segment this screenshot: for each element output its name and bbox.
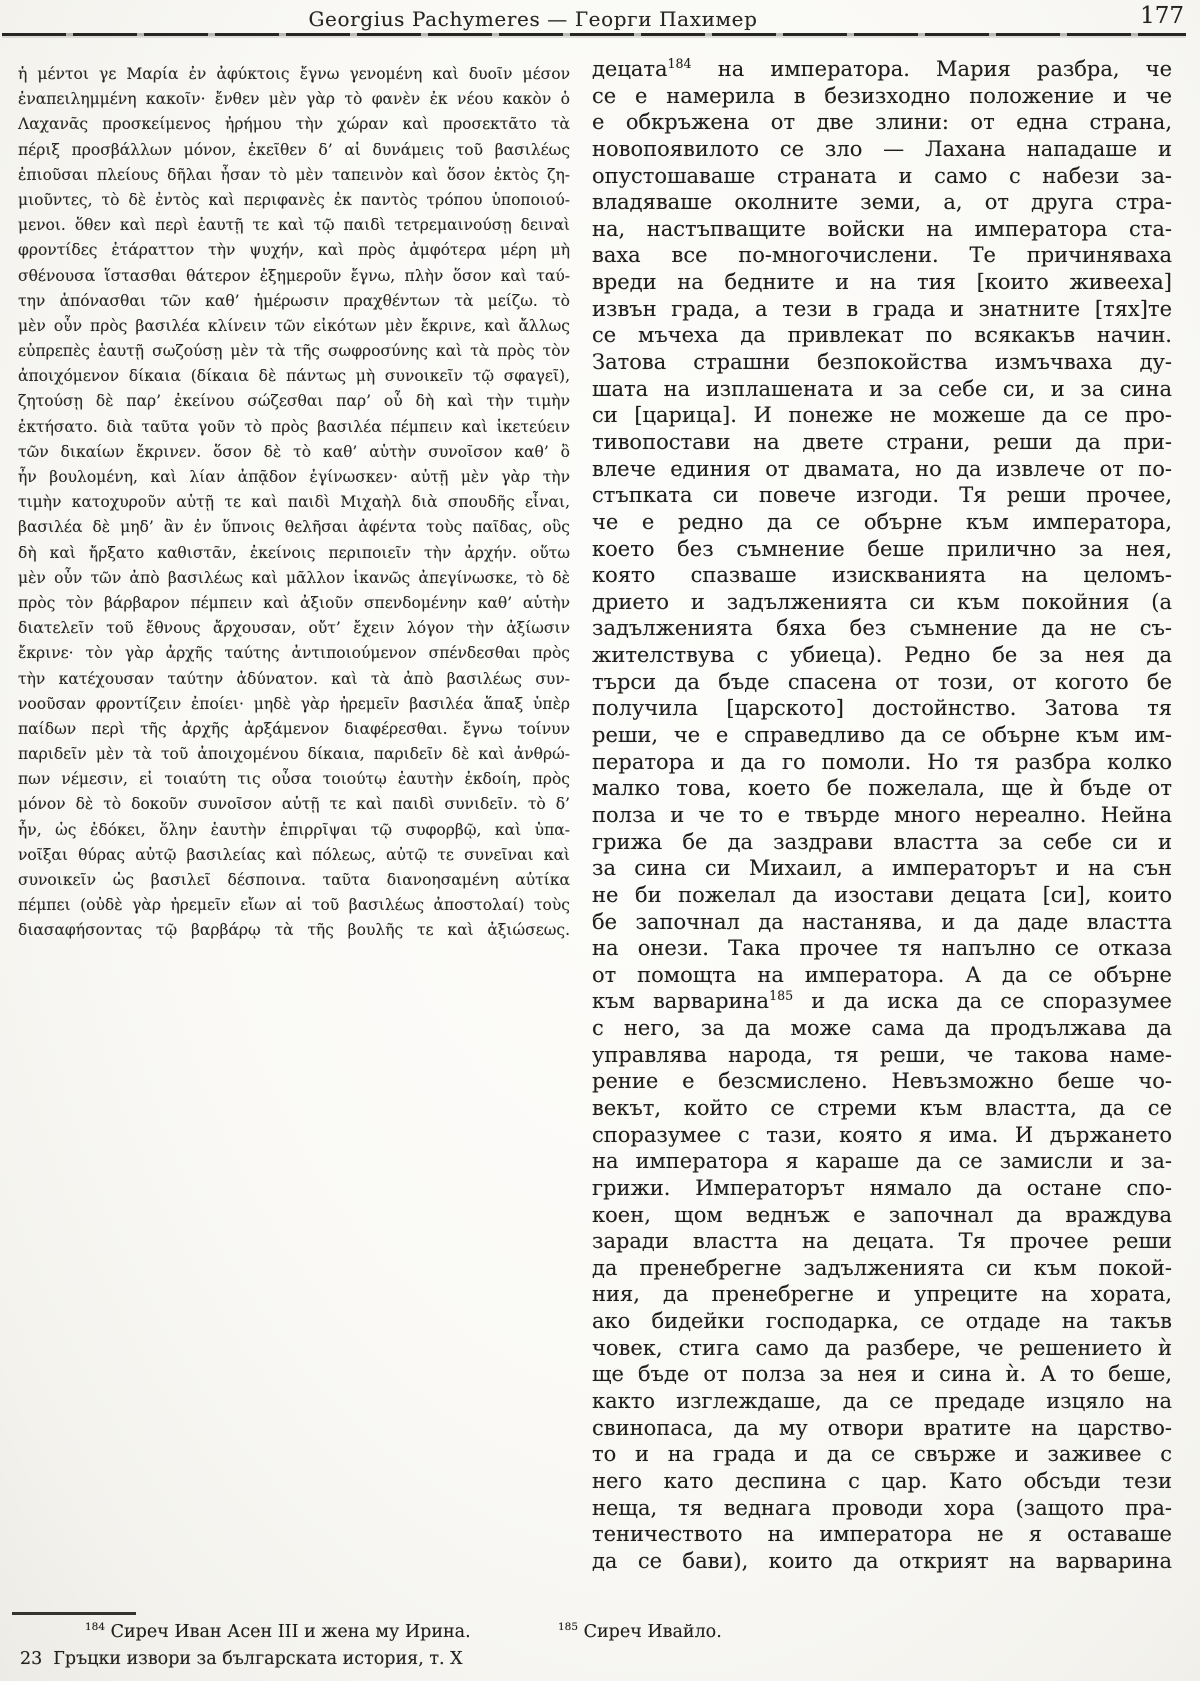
bulgarian-text-line bbox=[592, 1068, 1172, 1095]
greek-text-line bbox=[18, 415, 570, 440]
text-segment: задълженията бяха без съмнение да не съ- bbox=[592, 616, 1172, 641]
bulgarian-text-line bbox=[592, 642, 1172, 669]
text-segment: него като деспина с цар. Като обсъди тези bbox=[592, 1468, 1172, 1493]
printer-signature-number: 23 bbox=[20, 1649, 43, 1669]
footnote-marker: 185 bbox=[558, 1621, 579, 1634]
text-segment: μὲν οὖν τῶν ἀπὸ βασιλέως καὶ μᾶλλον ἱκανῶς ἀπεγίνωσκε, τὸ δὲ bbox=[18, 568, 570, 587]
text-segment: ἐκτήσατο. διὰ ταῦτα γοῦν τὸ πρὸς βασιλέα πέμπειν καὶ ἱκετεύειν bbox=[18, 417, 570, 436]
greek-text-line bbox=[18, 238, 570, 263]
greek-text-line bbox=[18, 339, 570, 364]
bulgarian-text-line bbox=[592, 1095, 1172, 1122]
text-segment: децата bbox=[592, 57, 668, 81]
text-segment: ἐπιοῦσαι πλείους δῆλαι ἦσαν τὸ μὲν ταπεινὸν καὶ ὅσον ἐκτὸς ζη- bbox=[18, 165, 570, 184]
greek-text-line bbox=[18, 767, 570, 792]
text-segment: παριδεῖν μὲν τὰ τοῦ ἀποιχομένου δίκαια, παριδεῖν δὲ καὶ ἀνθρώ- bbox=[18, 745, 570, 764]
greek-text-line bbox=[18, 515, 570, 540]
text-segment: βασιλέα δὲ μηδ’ ἂν ἐν ὕπνοις θελῆσαι ἀφέντα τοὺς παῖδας, οὓς bbox=[18, 518, 570, 537]
text-segment: σθένουσα ἵστασθαι θάτερον ἐξημεροῦν ἔγνω, πλὴν ὅσον καὶ ταύ- bbox=[18, 266, 570, 285]
bulgarian-text-line bbox=[592, 615, 1172, 642]
text-segment: ще бъде от полза за нея и сина ѝ. А то беше, bbox=[592, 1362, 1172, 1387]
bulgarian-text-line bbox=[592, 988, 1172, 1015]
text-segment: грижи. Императорът нямало да остане спо- bbox=[592, 1175, 1172, 1200]
text-segment: τὴν κατέχουσαν ταύτην ἀδύνατον. καὶ τὰ ἀπὸ βασιλέως συν- bbox=[18, 669, 570, 688]
bulgarian-text-line bbox=[592, 402, 1172, 429]
greek-text-line bbox=[18, 490, 570, 515]
text-segment: μὲν οὖν πρὸς βασιλέα κλίνειν τῶν εἰκότων μὲν ἔκρινε, καὶ ἄλλως bbox=[18, 316, 570, 335]
greek-text-column bbox=[18, 62, 570, 944]
bulgarian-text-line bbox=[592, 695, 1172, 722]
greek-text-line bbox=[18, 188, 570, 213]
bulgarian-text-line bbox=[592, 1175, 1172, 1202]
text-segment: на онези. Така прочее тя напълно се отказа bbox=[592, 936, 1172, 961]
bulgarian-text-line bbox=[592, 1521, 1172, 1548]
text-segment: ния, да пренебрегне и упреците на хората, bbox=[592, 1282, 1172, 1307]
text-segment: μιοῦντες, τὸ δὲ ἐντὸς καὶ περιφανὲς ἐκ παντὸς τρόπου ὑποποιού- bbox=[18, 190, 570, 209]
text-segment: дрието и задълженията си към покойния (а bbox=[592, 589, 1172, 614]
text-segment: ператора и да го помоли. Но тя разбра колко bbox=[592, 749, 1172, 774]
greek-text-line bbox=[18, 112, 570, 137]
text-segment: νοῖξαι θύρας αὐτῷ βασιλείας καὶ πόλεως, αὐτῷ τε συνεῖναι καὶ bbox=[18, 845, 570, 864]
text-segment: векът, който се стреми към властта, да се bbox=[592, 1095, 1172, 1120]
greek-text-line bbox=[18, 314, 570, 339]
text-segment: διατελεῖν τοῦ ἔθνους ἄρχουσαν, οὔτ’ ἔχειν λόγον τὴν ἀξίωσιν bbox=[18, 619, 570, 638]
bulgarian-text-line bbox=[592, 775, 1172, 802]
text-segment: коен, щом веднъж е започнал да враждува bbox=[592, 1202, 1172, 1227]
text-segment: получила [царското] достойнство. Затова тя bbox=[592, 696, 1172, 721]
text-segment: δὴ καὶ ἤρξατο καθιστᾶν, ἐκείνοις περιποιεῖν τὴν ἀρχήν. οὕτω bbox=[18, 543, 570, 562]
greek-text-line bbox=[18, 138, 570, 163]
greek-text-line bbox=[18, 918, 570, 943]
page-number: 177 bbox=[1140, 3, 1184, 29]
text-segment: си [царица]. И понеже не можеше да се про- bbox=[592, 403, 1172, 428]
bulgarian-text-line bbox=[592, 1388, 1172, 1415]
footnote-marker: 184 bbox=[85, 1621, 106, 1634]
text-segment: παίδων περὶ τῆς ἀρχῆς ἀρξάμενον διαφέρεσθαι. ἔγνω τοίνυν bbox=[18, 719, 570, 738]
greek-text-line bbox=[18, 62, 570, 87]
greek-text-line bbox=[18, 818, 570, 843]
bulgarian-text-line bbox=[592, 1468, 1172, 1495]
text-segment: влече единия от двамата, но да извлече от по- bbox=[592, 456, 1172, 481]
bulgarian-text-line bbox=[592, 216, 1172, 243]
greek-text-line bbox=[18, 717, 570, 742]
footnote-reference: 185 bbox=[769, 988, 794, 1004]
text-segment: да се бави), които да открият на варварина bbox=[592, 1548, 1172, 1573]
text-segment: την ἀπόνασθαι τῶν καθ’ ἡμέρωσιν πραχθέντων τὰ μείζω. τὸ bbox=[18, 291, 570, 310]
text-segment: заради властта на децата. Тя прочее реши bbox=[592, 1229, 1172, 1254]
bulgarian-text-line bbox=[592, 722, 1172, 749]
text-segment: реши, че е справедливо да се обърне към им- bbox=[592, 723, 1172, 748]
text-segment: управлява народа, тя реши, че такова наме- bbox=[592, 1042, 1172, 1067]
text-segment: търси да бъде спасена от този, от когото бе bbox=[592, 669, 1172, 694]
text-segment: за сина си Михаил, а императорът и на сън bbox=[592, 856, 1172, 881]
text-segment: на императора. Мария разбра, че bbox=[691, 57, 1172, 81]
text-segment: ἀποιχόμενον δίκαια (δίκαια δὲ πάντως μὴ συνοικεῖν τῷ σφαγεῖ), bbox=[18, 367, 570, 386]
text-segment: ἦν βουλομένη, καὶ λίαν ἀπᾷδον ἐγίνωσκεν· αὐτῇ μὲν γὰρ τὴν bbox=[18, 468, 570, 486]
text-segment: което без съмнение беше прилично за нея, bbox=[592, 536, 1172, 561]
greek-text-line bbox=[18, 364, 570, 389]
running-title: Georgius Pachymeres — Георги Пахимер bbox=[308, 7, 758, 31]
text-segment: която спазваше изискванията на целомъ- bbox=[592, 563, 1172, 588]
text-segment: ζητούσῃ δὲ παρ’ ἐκείνου σώζεσθαι παρ’ οὗ δὴ καὶ τὴν τιμὴν bbox=[18, 392, 570, 411]
text-segment: да пренебрегне задълженията си към покой- bbox=[592, 1255, 1172, 1280]
greek-text-line bbox=[18, 264, 570, 289]
page-footer bbox=[20, 1649, 463, 1669]
text-segment: διασαφήσοντας τῷ βαρβάρῳ τὰ τῆς βουλῆς τε καὶ ἀξιώσεως. bbox=[18, 921, 570, 940]
text-segment: ἦν, ὡς ἐδόκει, ὅλην ἑαυτὴν ἐπιρρῖψαι τῷ συφορβῷ, καὶ ὑπα- bbox=[18, 820, 570, 839]
text-segment: жителствува с убиеца). Редно бе за нея да bbox=[592, 643, 1172, 668]
footnote bbox=[85, 1622, 471, 1642]
greek-text-line bbox=[18, 465, 570, 490]
text-segment: ἡ μέντοι γε Μαρία ἐν ἀφύκτοις ἔγνω γενομένη καὶ δυοῖν μέσον bbox=[18, 65, 570, 83]
bulgarian-text-line bbox=[592, 349, 1172, 376]
text-segment: с него, за да може сама да продължава да bbox=[592, 1016, 1172, 1041]
bulgarian-text-line bbox=[592, 1495, 1172, 1522]
bulgarian-text-line bbox=[592, 456, 1172, 483]
greek-text-line bbox=[18, 289, 570, 314]
bulgarian-text-line bbox=[592, 163, 1172, 190]
text-segment: вреди на бедните и на тия [които живееха] bbox=[592, 270, 1172, 295]
text-segment: тивопостави на двете страни, реши да при- bbox=[592, 429, 1172, 454]
text-segment: на, настъпващите войски на императора ста- bbox=[592, 216, 1172, 241]
text-segment: μόνον δὲ τὸ δοκοῦν συνοῖσον αὐτῇ τε καὶ παιδὶ συνιδεῖν. τὸ δ’ bbox=[18, 795, 570, 814]
greek-text-line bbox=[18, 591, 570, 616]
text-segment: πέριξ προσβάλλων μόνον, ἐκεῖθεν δ’ αἱ δυνάμεις τοῦ βασιλέως bbox=[18, 140, 570, 159]
bulgarian-text-line bbox=[592, 296, 1172, 323]
series-title: Гръцки извори за българската история, т. X bbox=[53, 1649, 463, 1669]
bulgarian-text-line bbox=[592, 83, 1172, 110]
text-segment: свинопаса, да му отвори вратите на царство- bbox=[592, 1415, 1172, 1440]
text-segment: стъпката си повече изгоди. Тя реши прочее, bbox=[592, 483, 1172, 508]
greek-text-line bbox=[18, 893, 570, 918]
text-segment: ἐναπειλημμένη κακοῖν· ἔνθεν μὲν γὰρ τὸ φανὲν ἐκ νέου κακὸν ὁ bbox=[18, 90, 570, 109]
text-segment: извън града, а тези в града и знатните [тях]те bbox=[592, 296, 1172, 321]
greek-text-line bbox=[18, 692, 570, 717]
bulgarian-text-line bbox=[592, 376, 1172, 403]
bulgarian-text-line bbox=[592, 482, 1172, 509]
bulgarian-text-line bbox=[592, 509, 1172, 536]
bulgarian-text-line bbox=[592, 269, 1172, 296]
bulgarian-text-line bbox=[592, 1548, 1172, 1575]
bulgarian-translation-column bbox=[592, 56, 1172, 1575]
bulgarian-text-line bbox=[592, 749, 1172, 776]
text-segment: νοοῦσαν φροντίζειν ἐποίει· μηδὲ γὰρ ἠρεμεῖν βασιλέα ἅπαξ ὑπὲρ bbox=[18, 694, 570, 713]
text-segment: шата на изплашената и за себе си, и за сина bbox=[592, 376, 1172, 401]
text-segment: теничеството на императора не я оставаше bbox=[592, 1522, 1172, 1547]
bulgarian-text-line bbox=[592, 322, 1172, 349]
text-segment: рение е безсмислено. Невъзможно беше чо- bbox=[592, 1069, 1172, 1094]
bulgarian-text-line bbox=[592, 829, 1172, 856]
text-segment: Затова страшни безпокойства измъчваха ду- bbox=[592, 350, 1172, 375]
greek-text-line bbox=[18, 742, 570, 767]
text-segment: τιμὴν κατοχυροῦν αὑτῇ τε καὶ παιδὶ Μιχαὴλ διὰ σπουδῆς εἶναι, bbox=[18, 493, 570, 512]
footnotes bbox=[0, 1622, 1200, 1652]
bulgarian-text-line bbox=[592, 189, 1172, 216]
text-segment: συνοικεῖν ὡς βασιλεῖ δέσποινα. ταῦτα διανοησαμένη αὐτίκα bbox=[18, 871, 570, 889]
text-segment: εὐπρεπὲς ἑαυτῇ σωζούσῃ μὲν τὰ τῆς σωφροσύνης καὶ τὰ πρὸς τὸν bbox=[18, 342, 570, 361]
text-segment: πέμπει (οὐδὲ γὰρ ἠρεμεῖν εἴων αἱ τοῦ βασιλέως ἀποστολαί) τοὺς bbox=[18, 896, 570, 915]
greek-text-line bbox=[18, 163, 570, 188]
text-segment: то и на града и да се свърже и заживее с bbox=[592, 1442, 1172, 1467]
text-segment: φροντίδες ἐτάραττον τὴν ψυχήν, καὶ πρὸς ἀμφότερα μέρη μὴ bbox=[18, 241, 570, 260]
bulgarian-text-line bbox=[592, 136, 1172, 163]
greek-text-line bbox=[18, 541, 570, 566]
text-segment: бе започнал да настанява, и да даде властта bbox=[592, 909, 1172, 934]
bulgarian-text-line bbox=[592, 1361, 1172, 1388]
bulgarian-text-line bbox=[592, 1202, 1172, 1229]
bulgarian-text-line bbox=[592, 882, 1172, 909]
bulgarian-text-line bbox=[592, 1308, 1172, 1335]
greek-text-line bbox=[18, 440, 570, 465]
text-segment: полза и че то е твърде много нереално. Нейна bbox=[592, 802, 1172, 827]
bulgarian-text-line bbox=[592, 109, 1172, 136]
text-segment: се е намерила в безизходно положение и че bbox=[592, 83, 1172, 108]
bulgarian-text-line bbox=[592, 1415, 1172, 1442]
text-segment: от помощта на императора. А да се обърне bbox=[592, 962, 1172, 987]
text-segment: споразумее с тази, която я има. И държането bbox=[592, 1122, 1172, 1147]
greek-text-line bbox=[18, 566, 570, 591]
bulgarian-text-line bbox=[592, 935, 1172, 962]
text-segment: ἔκρινε· τὸν γὰρ ἀρχῆς ταύτης ἀντιποιούμενον σπένδεσθαι πρὸς bbox=[18, 644, 570, 663]
bulgarian-text-line bbox=[592, 1335, 1172, 1362]
bulgarian-text-line bbox=[592, 1015, 1172, 1042]
bulgarian-text-line bbox=[592, 56, 1172, 83]
bulgarian-text-line bbox=[592, 1255, 1172, 1282]
text-segment: неща, тя веднага проводи хора (защото пра- bbox=[592, 1495, 1172, 1520]
bulgarian-text-line bbox=[592, 242, 1172, 269]
greek-text-line bbox=[18, 667, 570, 692]
text-segment: както изглеждаше, да се предаде изцяло на bbox=[592, 1389, 1172, 1414]
bulgarian-text-line bbox=[592, 855, 1172, 882]
text-segment: новопоявилото се зло — Лахана нападаше и bbox=[592, 136, 1172, 161]
text-segment: владяваше околните земи, а, от друга стра- bbox=[592, 190, 1172, 215]
header-rule bbox=[2, 33, 1186, 36]
greek-text-line bbox=[18, 87, 570, 112]
bulgarian-text-line bbox=[592, 1281, 1172, 1308]
greek-text-line bbox=[18, 389, 570, 414]
text-segment: Λαχανᾶς προσκείμενος ἠρήμου τὴν χώραν καὶ προσεκτᾶτο τὰ bbox=[18, 115, 570, 134]
text-segment: че е редно да се обърне към императора, bbox=[592, 509, 1172, 534]
text-segment: πων νέμεσιν, εἰ τοιαύτη τις οὖσα τοιούτῳ ἑαυτὴν ἐκδοίη, πρὸς bbox=[18, 770, 570, 789]
greek-text-line bbox=[18, 641, 570, 666]
greek-text-line bbox=[18, 868, 570, 893]
text-segment: на императора я караше да се замисли и за- bbox=[592, 1149, 1172, 1174]
bulgarian-text-line bbox=[592, 429, 1172, 456]
footnote-text: Сиреч Иван Асен III и жена му Ирина. bbox=[105, 1622, 471, 1642]
text-segment: ако бидейки господарка, се отдаде на такъв bbox=[592, 1309, 1172, 1334]
text-segment: човек, стига само да разбере, че решението ѝ bbox=[592, 1335, 1172, 1360]
text-segment: не би пожелал да изостави децата [си], които bbox=[592, 882, 1172, 907]
bulgarian-text-line bbox=[592, 1122, 1172, 1149]
bulgarian-text-line bbox=[592, 1228, 1172, 1255]
text-segment: πρὸς τὸν βάρβαρον πέμπειν καὶ ἀξιοῦν σπενδομένην καθ’ αὑτὴν bbox=[18, 593, 570, 612]
greek-text-line bbox=[18, 843, 570, 868]
footnote bbox=[558, 1622, 722, 1642]
bulgarian-text-line bbox=[592, 669, 1172, 696]
bulgarian-text-line bbox=[592, 1441, 1172, 1468]
bulgarian-text-line bbox=[592, 536, 1172, 563]
text-segment: и да иска да се споразумее bbox=[793, 989, 1172, 1014]
greek-text-line bbox=[18, 616, 570, 641]
greek-text-line bbox=[18, 792, 570, 817]
text-segment: μενοι. ὅθεν καὶ περὶ ἑαυτῇ τε καὶ τῷ παιδὶ τετρεμαινούσῃ δειναὶ bbox=[18, 216, 570, 235]
text-segment: се мъчеха да привлекат по всякакъв начин. bbox=[592, 323, 1172, 348]
text-segment: τῶν δικαίων ἔκρινεν. ὅσον δὲ τὸ καθ’ αὑτὴν συνοῖσον καθ’ ὃ bbox=[18, 442, 570, 461]
bulgarian-text-line bbox=[592, 562, 1172, 589]
text-segment: ваха все по-многочислени. Те причиняваха bbox=[592, 243, 1172, 268]
footnote-text: Сиреч Ивайло. bbox=[578, 1622, 722, 1642]
bulgarian-text-line bbox=[592, 589, 1172, 616]
text-segment: грижа бе да заздрави властта за себе си и bbox=[592, 829, 1172, 854]
text-segment: малко това, което бе пожелала, ще ѝ бъде от bbox=[592, 776, 1172, 801]
bulgarian-text-line bbox=[592, 802, 1172, 829]
text-segment: е обкръжена от две злини: от една страна, bbox=[592, 110, 1172, 135]
footnote-separator-rule bbox=[12, 1612, 136, 1615]
text-segment: към варварина bbox=[592, 989, 770, 1014]
footnote-reference: 184 bbox=[667, 56, 692, 71]
bulgarian-text-line bbox=[592, 1042, 1172, 1069]
greek-text-line bbox=[18, 213, 570, 238]
bulgarian-text-line bbox=[592, 1148, 1172, 1175]
text-segment: опустошаваше страната и само с набези за- bbox=[592, 163, 1172, 188]
bulgarian-text-line bbox=[592, 909, 1172, 936]
bulgarian-text-line bbox=[592, 962, 1172, 989]
